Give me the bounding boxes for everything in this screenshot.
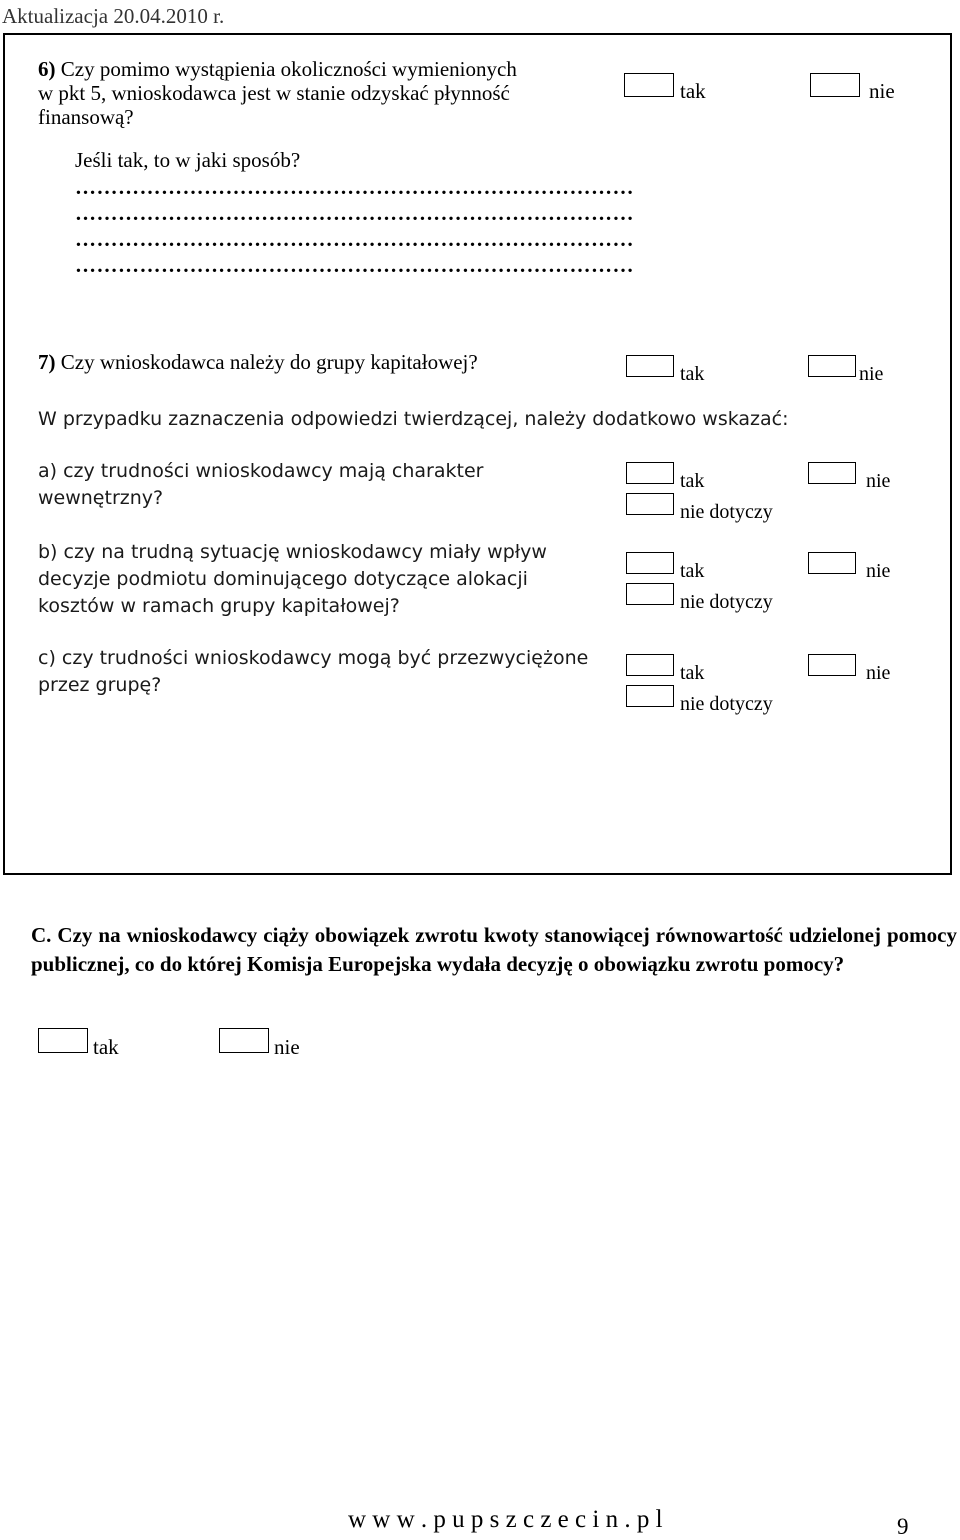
dotted-line: …………………………………………………………………… (75, 228, 634, 251)
q7-note: W przypadku zaznaczenia odpowiedzi twierdzącej, należy dodatkowo wskazać: (38, 408, 789, 430)
q7b-yes-checkbox[interactable] (626, 552, 674, 574)
q6-line3: finansową? (38, 105, 134, 129)
q7-number: 7) (38, 350, 56, 374)
q7a-question (38, 458, 618, 512)
q7a-yes-checkbox[interactable] (626, 462, 674, 484)
q7b-yes-label: tak (680, 560, 705, 582)
q7a-na-label: nie dotyczy (680, 501, 773, 523)
q6-no-label: nie (869, 79, 895, 103)
q7a-no-label: nie (866, 470, 891, 492)
q6-line2: w pkt 5, wnioskodawca jest w stanie odzyskać płynność (38, 81, 510, 105)
section-c-no-label: nie (274, 1035, 300, 1059)
q7c-yes-checkbox[interactable] (626, 654, 674, 676)
q7b-na-label: nie dotyczy (680, 591, 773, 613)
q7-yes-checkbox[interactable] (626, 355, 674, 377)
q6-line1: Czy pomimo wystąpienia okoliczności wymienionych (60, 57, 517, 81)
q6-yes-checkbox[interactable] (624, 73, 674, 97)
q7a-na-checkbox[interactable] (626, 493, 674, 515)
q7c-no-label: nie (866, 662, 891, 684)
q7-text: Czy wnioskodawca należy do grupy kapitałowej? (60, 350, 478, 374)
page-number: 9 (897, 1514, 909, 1539)
q7b-line2: decyzje podmiotu dominującego dotyczące alokacji (38, 568, 528, 590)
q7a-line1: a) czy trudności wnioskodawcy mają charakter (38, 460, 484, 482)
q7b-line3: kosztów w ramach grupy kapitałowej? (38, 595, 400, 617)
section-c-question: C. Czy na wnioskodawcy ciąży obowiązek zwrotu kwoty stanowiącej równowartość udzielonej pomocy publicznej, co do której Komisja Europejska wydała decyzję o obowiązku zwrotu pomocy? (31, 923, 957, 976)
q7-yes-label: tak (680, 363, 705, 385)
q7b-line1: b) czy na trudną sytuację wnioskodawcy miały wpływ (38, 541, 547, 563)
q6-no-checkbox[interactable] (810, 73, 860, 97)
q7b-no-checkbox[interactable] (808, 552, 856, 574)
dotted-line: …………………………………………………………………… (75, 254, 634, 277)
q6-number: 6) (38, 57, 56, 81)
q7b-na-checkbox[interactable] (626, 583, 674, 605)
q6-answer-area[interactable] (75, 176, 933, 280)
q6-question (38, 57, 618, 129)
q7b-no-label: nie (866, 560, 891, 582)
q7a-yes-label: tak (680, 470, 705, 492)
q7-no-label: nie (859, 363, 884, 385)
q6-yes-label: tak (680, 79, 706, 103)
q7c-na-label: nie dotyczy (680, 693, 773, 715)
footer-website: w w w . p u p s z c z e c i n . p l (348, 1506, 663, 1533)
q6-followup: Jeśli tak, to w jaki sposób? (75, 148, 301, 172)
dotted-line: …………………………………………………………………… (75, 176, 634, 199)
section-c-yes-label: tak (93, 1035, 119, 1059)
q7c-na-checkbox[interactable] (626, 685, 674, 707)
q7c-line2: przez grupę? (38, 674, 162, 696)
update-date: Aktualizacja 20.04.2010 r. (2, 4, 225, 28)
q7c-line1: c) czy trudności wnioskodawcy mogą być przezwyciężone (38, 647, 589, 669)
q7a-no-checkbox[interactable] (808, 462, 856, 484)
section-c-yes-checkbox[interactable] (38, 1028, 88, 1053)
q7-question (38, 350, 618, 374)
q7b-question (38, 539, 618, 620)
dotted-line: …………………………………………………………………… (75, 202, 634, 225)
q7c-no-checkbox[interactable] (808, 654, 856, 676)
q7-no-checkbox[interactable] (808, 355, 856, 377)
section-c-no-checkbox[interactable] (219, 1028, 269, 1053)
q7c-question (38, 645, 628, 699)
q7c-yes-label: tak (680, 662, 705, 684)
q7a-line2: wewnętrzny? (38, 487, 164, 509)
